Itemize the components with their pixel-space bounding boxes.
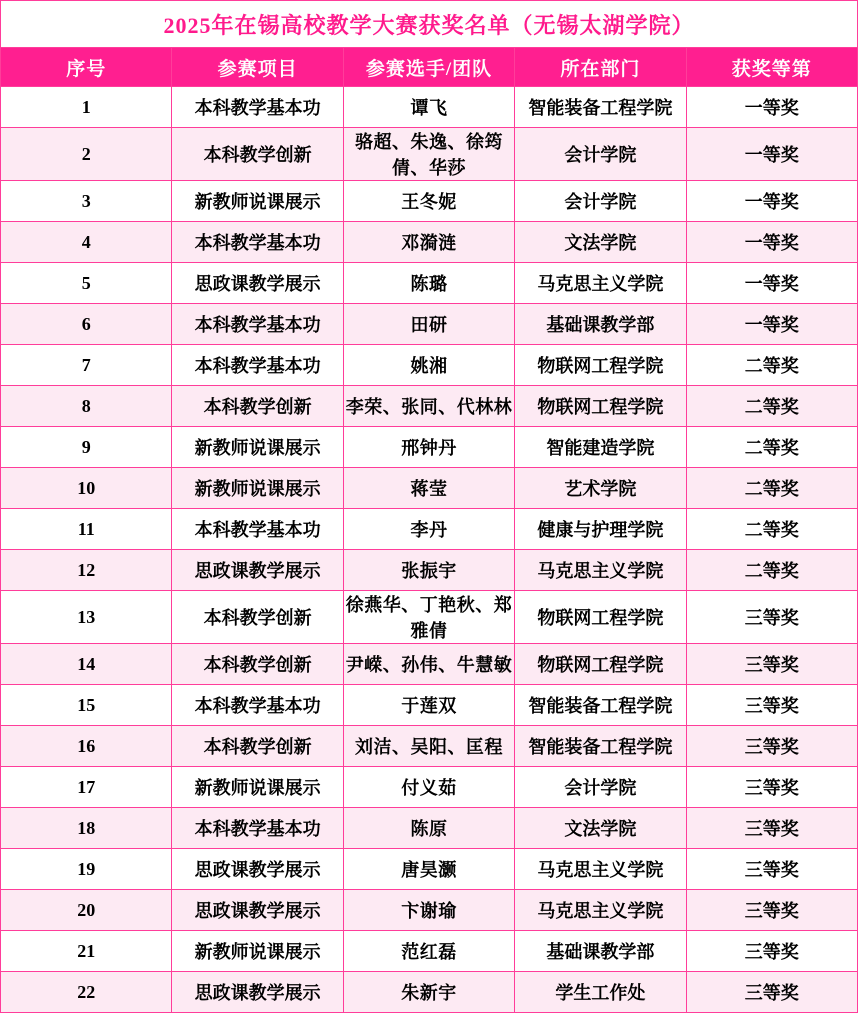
table-row — [1, 726, 858, 767]
cell-department: 智能建造学院 — [515, 427, 686, 468]
table-row — [1, 591, 858, 644]
cell-project: 新教师说课展示 — [172, 427, 343, 468]
cell-prize: 二等奖 — [686, 550, 857, 591]
cell-prize: 三等奖 — [686, 726, 857, 767]
cell-prize: 一等奖 — [686, 87, 857, 128]
cell-index: 4 — [1, 222, 172, 263]
cell-prize: 三等奖 — [686, 808, 857, 849]
cell-department: 健康与护理学院 — [515, 509, 686, 550]
cell-department: 马克思主义学院 — [515, 550, 686, 591]
cell-project: 本科教学基本功 — [172, 509, 343, 550]
cell-prize: 三等奖 — [686, 644, 857, 685]
cell-index: 5 — [1, 263, 172, 304]
table-row — [1, 808, 858, 849]
cell-department: 会计学院 — [515, 181, 686, 222]
cell-department: 物联网工程学院 — [515, 345, 686, 386]
table-row — [1, 849, 858, 890]
cell-project: 本科教学基本功 — [172, 685, 343, 726]
table-row — [1, 87, 858, 128]
cell-department: 会计学院 — [515, 128, 686, 181]
cell-department: 马克思主义学院 — [515, 849, 686, 890]
cell-team: 卞谢瑜 — [343, 890, 514, 931]
cell-team: 谭飞 — [343, 87, 514, 128]
cell-department: 马克思主义学院 — [515, 890, 686, 931]
table-row — [1, 468, 858, 509]
cell-index: 6 — [1, 304, 172, 345]
cell-department: 艺术学院 — [515, 468, 686, 509]
cell-project: 本科教学创新 — [172, 128, 343, 181]
cell-project: 本科教学基本功 — [172, 87, 343, 128]
cell-department: 智能装备工程学院 — [515, 685, 686, 726]
cell-index: 8 — [1, 386, 172, 427]
cell-project: 新教师说课展示 — [172, 931, 343, 972]
cell-prize: 二等奖 — [686, 427, 857, 468]
table-row — [1, 427, 858, 468]
cell-team: 蒋莹 — [343, 468, 514, 509]
table-row — [1, 890, 858, 931]
cell-index: 17 — [1, 767, 172, 808]
cell-prize: 一等奖 — [686, 304, 857, 345]
table-row — [1, 685, 858, 726]
table-row — [1, 972, 858, 1013]
column-header-index: 序号 — [1, 48, 172, 87]
column-header-prize: 获奖等第 — [686, 48, 857, 87]
cell-team: 邢钟丹 — [343, 427, 514, 468]
table-row — [1, 644, 858, 685]
column-header-project: 参赛项目 — [172, 48, 343, 87]
cell-project: 本科教学创新 — [172, 591, 343, 644]
cell-department: 马克思主义学院 — [515, 263, 686, 304]
cell-department: 物联网工程学院 — [515, 591, 686, 644]
cell-team: 李荣、张同、代林林 — [343, 386, 514, 427]
cell-team: 刘洁、吴阳、匡程 — [343, 726, 514, 767]
cell-project: 思政课教学展示 — [172, 263, 343, 304]
cell-prize: 三等奖 — [686, 972, 857, 1013]
cell-department: 基础课教学部 — [515, 304, 686, 345]
cell-team: 尹嵘、孙伟、牛慧敏 — [343, 644, 514, 685]
table-row — [1, 931, 858, 972]
table-row — [1, 304, 858, 345]
cell-team: 王冬妮 — [343, 181, 514, 222]
cell-prize: 二等奖 — [686, 468, 857, 509]
cell-project: 新教师说课展示 — [172, 767, 343, 808]
cell-team: 陈璐 — [343, 263, 514, 304]
cell-team: 邓漪涟 — [343, 222, 514, 263]
page-title: 2025年在锡高校教学大赛获奖名单（无锡太湖学院） — [1, 1, 858, 48]
cell-project: 本科教学基本功 — [172, 345, 343, 386]
cell-index: 7 — [1, 345, 172, 386]
cell-index: 9 — [1, 427, 172, 468]
cell-project: 新教师说课展示 — [172, 181, 343, 222]
cell-index: 21 — [1, 931, 172, 972]
column-header-team: 参赛选手/团队 — [343, 48, 514, 87]
cell-index: 20 — [1, 890, 172, 931]
cell-index: 2 — [1, 128, 172, 181]
cell-index: 12 — [1, 550, 172, 591]
cell-prize: 二等奖 — [686, 345, 857, 386]
cell-department: 智能装备工程学院 — [515, 726, 686, 767]
table-row — [1, 345, 858, 386]
cell-team: 徐燕华、丁艳秋、郑雅倩 — [343, 591, 514, 644]
table-row — [1, 509, 858, 550]
table-row — [1, 550, 858, 591]
cell-project: 本科教学基本功 — [172, 222, 343, 263]
cell-prize: 二等奖 — [686, 386, 857, 427]
table-row — [1, 128, 858, 181]
cell-project: 思政课教学展示 — [172, 550, 343, 591]
cell-index: 3 — [1, 181, 172, 222]
cell-prize: 三等奖 — [686, 591, 857, 644]
cell-department: 文法学院 — [515, 222, 686, 263]
table-row — [1, 181, 858, 222]
cell-team: 张振宇 — [343, 550, 514, 591]
table-row — [1, 222, 858, 263]
cell-project: 本科教学创新 — [172, 644, 343, 685]
cell-project: 本科教学创新 — [172, 386, 343, 427]
cell-prize: 一等奖 — [686, 263, 857, 304]
cell-prize: 三等奖 — [686, 767, 857, 808]
cell-project: 思政课教学展示 — [172, 972, 343, 1013]
cell-department: 学生工作处 — [515, 972, 686, 1013]
cell-department: 智能装备工程学院 — [515, 87, 686, 128]
table-row — [1, 767, 858, 808]
cell-team: 付义茹 — [343, 767, 514, 808]
cell-index: 13 — [1, 591, 172, 644]
cell-index: 18 — [1, 808, 172, 849]
cell-project: 思政课教学展示 — [172, 890, 343, 931]
cell-project: 本科教学基本功 — [172, 808, 343, 849]
cell-prize: 二等奖 — [686, 509, 857, 550]
cell-index: 14 — [1, 644, 172, 685]
cell-project: 本科教学创新 — [172, 726, 343, 767]
cell-prize: 三等奖 — [686, 890, 857, 931]
cell-prize: 一等奖 — [686, 222, 857, 263]
cell-index: 1 — [1, 87, 172, 128]
cell-team: 唐昊灏 — [343, 849, 514, 890]
cell-team: 朱新宇 — [343, 972, 514, 1013]
table-row — [1, 263, 858, 304]
cell-team: 李丹 — [343, 509, 514, 550]
table-header-row — [1, 48, 858, 87]
cell-index: 22 — [1, 972, 172, 1013]
cell-prize: 三等奖 — [686, 931, 857, 972]
cell-team: 骆超、朱逸、徐筠倩、华莎 — [343, 128, 514, 181]
table-row — [1, 386, 858, 427]
cell-index: 11 — [1, 509, 172, 550]
cell-project: 新教师说课展示 — [172, 468, 343, 509]
cell-team: 田研 — [343, 304, 514, 345]
cell-department: 基础课教学部 — [515, 931, 686, 972]
cell-index: 19 — [1, 849, 172, 890]
cell-prize: 三等奖 — [686, 849, 857, 890]
cell-department: 物联网工程学院 — [515, 644, 686, 685]
cell-team: 陈原 — [343, 808, 514, 849]
cell-team: 于莲双 — [343, 685, 514, 726]
cell-team: 范红磊 — [343, 931, 514, 972]
cell-project: 本科教学基本功 — [172, 304, 343, 345]
table-title-row — [1, 1, 858, 48]
cell-prize: 一等奖 — [686, 181, 857, 222]
cell-department: 物联网工程学院 — [515, 386, 686, 427]
column-header-department: 所在部门 — [515, 48, 686, 87]
cell-prize: 三等奖 — [686, 685, 857, 726]
cell-project: 思政课教学展示 — [172, 849, 343, 890]
cell-department: 会计学院 — [515, 767, 686, 808]
cell-index: 10 — [1, 468, 172, 509]
cell-department: 文法学院 — [515, 808, 686, 849]
cell-team: 姚湘 — [343, 345, 514, 386]
cell-index: 15 — [1, 685, 172, 726]
cell-prize: 一等奖 — [686, 128, 857, 181]
cell-index: 16 — [1, 726, 172, 767]
